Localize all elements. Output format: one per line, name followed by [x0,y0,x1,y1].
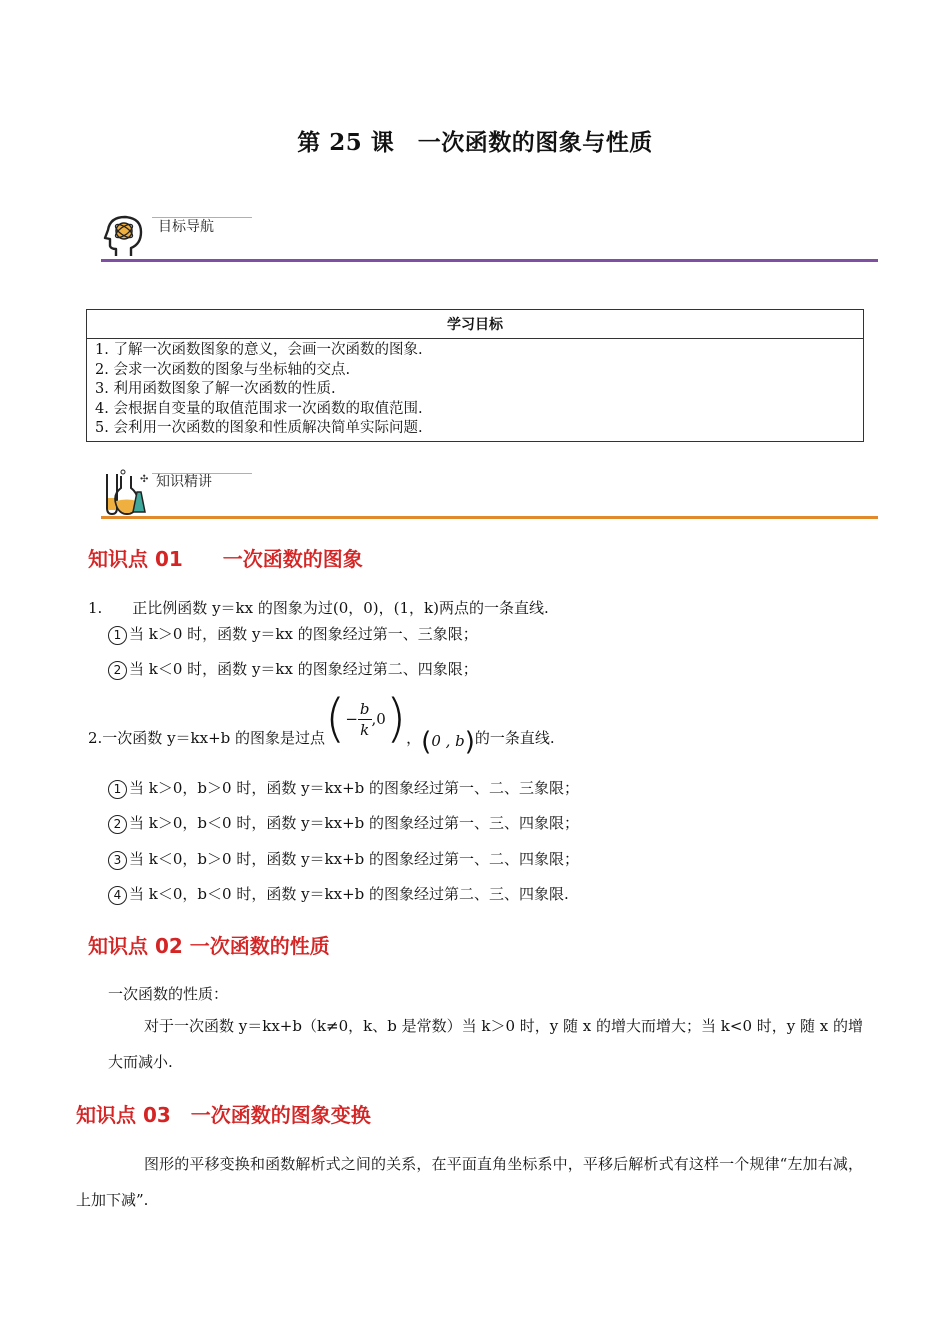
kp1-sub [108,813,579,834]
fraction-b-over-k [358,699,372,740]
kp1-sub [108,624,478,645]
knowledge-orange-rule [101,516,878,519]
kp1-sub-text: 当 k＜0 时，函数 y＝kx 的图象经过第二、四象限； [129,660,478,678]
kp1-item2-prefix: 2.一次函数 y＝kx+b 的图象是过点 [88,729,326,747]
kp2-heading: 知识点 02 一次函数的性质 [88,934,330,958]
knowledge-section-label: 知识精讲 [156,474,212,490]
goals-table [86,309,864,442]
close-paren: ) [385,689,407,749]
goal-item: 3. 利用函数图象了解一次函数的性质. [95,381,336,397]
kp1-sub-text: 当 k＜0，b＞0 时，函数 y＝kx+b 的图象经过第一、二、四象限； [129,850,580,868]
sparkle-icon: ✣ [140,474,149,485]
kp1-heading: 知识点 01 一次函数的图象 [88,547,363,571]
head-brain-icon [101,210,147,260]
kp2-intro: 一次函数的性质： [108,985,229,1003]
circled-number: 3 [108,851,127,870]
fraction-denominator: k [360,720,370,739]
kp1-sub [108,778,579,799]
kp2-body: 对于一次函数 y＝kx+b（k≠0，k、b 是常数）当 k＞0 时，y 随 x 的增大而增大；当 k<0 时，y 随 x 的增大而减小. [108,1017,864,1071]
goal-item: 5. 会利用一次函数的图象和性质解决简单实际问题. [95,420,423,436]
nav-section-label: 目标导航 [158,219,214,235]
goal-item: 2. 会求一次函数的图象与坐标轴的交点. [95,361,351,378]
kp1-sub [108,659,478,680]
kp1-item2-suffix: 的一条直线. [474,729,555,747]
kp1-sub [108,849,579,870]
kp3-body: 图形的平移变换和函数解析式之间的关系，在平面直角坐标系中，平移后解析式有这样一个规律“左加右减，上加下减”. [76,1155,863,1209]
kp1-item1: 1. 正比例函数 y＝kx 的图象为过(0，0)，(1，k)两点的一条直线. [88,599,549,617]
circled-number: 1 [108,626,127,645]
kp1-sub-text: 当 k＞0，b＞0 时，函数 y＝kx+b 的图象经过第一、二、三象限； [129,779,580,797]
kp1-sub-text: 当 k＞0，b＜0 时，函数 y＝kx+b 的图象经过第一、三、四象限； [129,814,580,832]
nav-thin-rule [152,217,252,218]
kp3-heading: 知识点 03 一次函数的图象变换 [76,1103,371,1127]
point-comma: ， [406,729,422,747]
open-paren: ( [325,689,346,749]
point-0-b: (0 , b) [421,727,475,757]
goal-item: 1. 了解一次函数图象的意义，会画一次函数的图象. [95,342,423,358]
nav-purple-rule [101,259,878,262]
page-title: 第 25 课 一次函数的图象与性质 [297,129,653,156]
point-zero: ,0 [371,710,386,728]
goal-item: 4. 会根据自变量的取值范围求一次函数的取值范围. [95,400,423,417]
minus-sign: − [345,710,358,728]
point-0-b-text: 0 , b [431,732,465,750]
goals-body [87,339,864,442]
circled-number: 1 [108,780,127,799]
kp1-sub-text: 当 k＜0，b＜0 时，函数 y＝kx+b 的图象经过第二、三、四象限. [129,885,569,903]
circled-number: 2 [108,661,127,680]
fraction-numerator: b [359,699,370,718]
kp1-sub-text: 当 k＞0 时，函数 y＝kx 的图象经过第一、三象限； [129,625,478,643]
circled-number: 4 [108,886,127,905]
goals-header: 学习目标 [87,310,864,339]
kp1-item2 [88,688,555,757]
knowledge-thin-rule [152,473,252,474]
goals-table-wrap [86,309,864,442]
circled-number: 2 [108,815,127,834]
kp1-sub [108,884,569,905]
